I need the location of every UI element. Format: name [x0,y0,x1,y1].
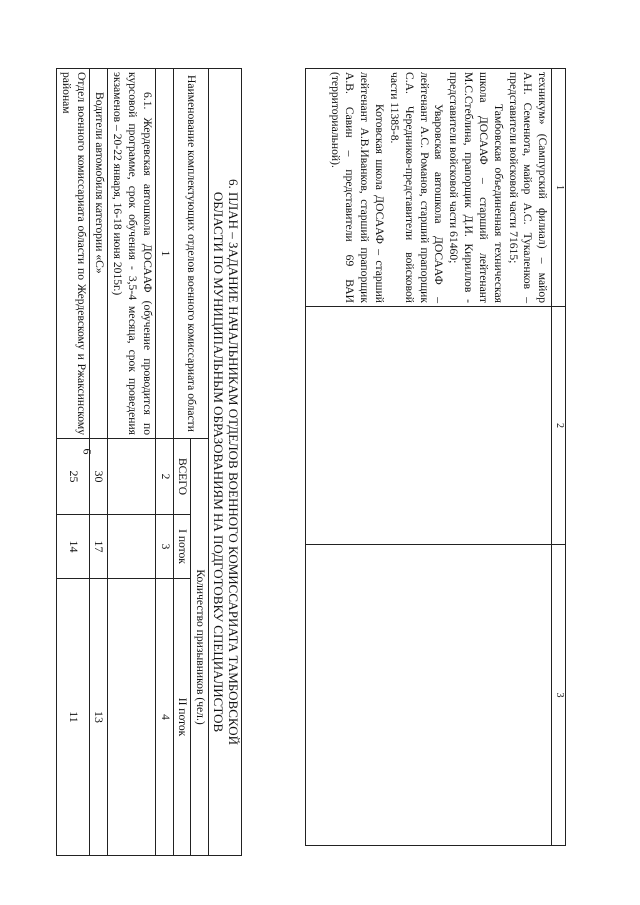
paragraph: Отдел военного комиссариата области по Жердевскому и Ржаксинскому районам [60,72,89,435]
section-description [108,69,155,439]
section-title-line: ОБЛАСТИ ПО МУНИЦИПАЛЬНЫМ ОБРАЗОВАНИЯМ НА ПОДГОТОВКУ СПЕЦИАЛИСТОВ [211,191,227,733]
column-header-flow1: I поток [173,515,191,579]
row-name [57,69,90,439]
row-flow1: 14 [57,515,90,579]
paragraph: техникум» (Сампурский филиал) – майор А.Н. Семенюта, майор А.С. Тукаленков – представители войсковой части 71615; [506,72,550,303]
row-total: 25 [57,439,90,515]
empty-cell [108,579,155,856]
column-header-flow2: II поток [173,579,191,856]
table-row [306,69,552,846]
paragraph: Котовская школа ДОСААФ – старший лейтенант А.В.Иванков, старший прапорщик А.В. Савин – представители 69 ВАИ (территориальной). [328,72,387,303]
table-header-row [552,69,566,846]
paragraph: 6.1. Жердевская автошкола ДОСААФ (обучение проводится по курсовой программе, срок обучения - 3,5-4 месяца, срок проведения экзаменов – 20-22 января, 16-18 июня 2015г.) [111,72,154,435]
empty-cell [108,515,155,579]
column-number: 4 [155,579,173,856]
institution-list-cell [306,69,552,307]
table-row [57,69,90,856]
paragraph: Водители автомобиля категории «С» [93,92,107,274]
plan-task-table [56,68,242,856]
section-title [209,69,242,856]
continuation-table [305,68,566,846]
table-row [108,69,155,856]
column-number: 1 [155,69,173,439]
paragraph: Тамбовская объединенная техническая школа ДОСААФ – старший лейтенант М.С.Стеблина, прапорщик Д.И. Кириллов - представители войсковой части 61460; [447,72,505,303]
rotated-page-content [60,58,572,858]
section-title-line: 6. ПЛАН – ЗАДАНИЕ НАЧАЛЬНИКАМ ОТДЕЛОВ ВОЕННОГО КОМИССАРИАТА ТАМБОВСКОЙ [226,179,241,746]
column-header-total: ВСЕГО [173,439,191,515]
column-number: 3 [155,515,173,579]
row-total: 30 [90,439,108,515]
empty-cell [306,307,552,545]
table-header-cell: 2 [552,307,566,545]
page-number: 6 [80,448,95,455]
row-name [90,69,108,439]
column-header-count: Количество призывников (чел.) [191,439,209,856]
table-header-cell: 1 [552,69,566,307]
row-flow2: 13 [90,579,108,856]
empty-cell [306,545,552,846]
table-header-row [191,69,209,856]
row-flow1: 17 [90,515,108,579]
column-header-name: Наименование комплектующих отделов военного комиссариата области [173,69,209,439]
table-header-cell: 3 [552,545,566,846]
column-number: 2 [155,439,173,515]
column-number-row [155,69,173,856]
table-title-row [209,69,242,856]
empty-cell [108,439,155,515]
table-row [90,69,108,856]
row-flow2: 11 [57,579,90,856]
paragraph: Уваровская автошкола ДОСААФ – лейтенант А.С. Романов, старший прапорщик С.А. Чередников-представители войсковой части 11385-8. [387,72,446,303]
